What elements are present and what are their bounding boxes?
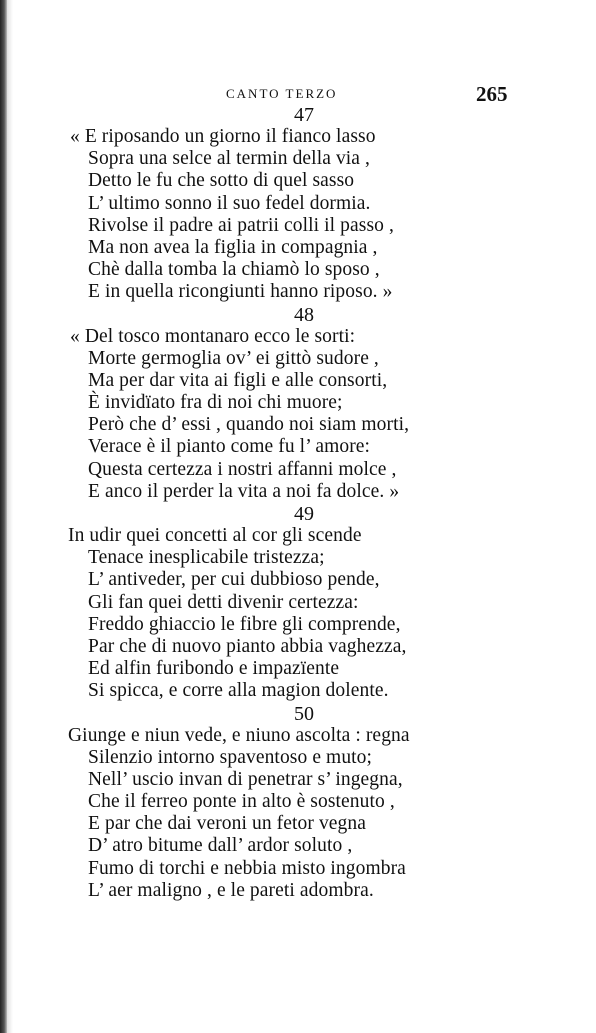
- verse-line: Gli fan quei detti divenir certezza:: [88, 591, 359, 613]
- verse-line: L’ antiveder, per cui dubbioso pende,: [88, 569, 380, 591]
- verse-line: Giunge e niun vede, e niuno ascolta : regna: [68, 724, 410, 746]
- verse-line: Verace è il pianto come fu l’ amore:: [88, 436, 371, 458]
- verse-line: Ma per dar vita ai figli e alle consorti,: [88, 369, 388, 391]
- stanza-number: 50: [294, 702, 314, 725]
- verse-line: E in quella ricongiunti hanno riposo. »: [88, 281, 393, 303]
- stanza: [0, 703, 596, 903]
- verse-line: Che il ferreo ponte in alto è sostenuto ,: [88, 791, 395, 813]
- page-number: 265: [476, 82, 508, 106]
- verse-line: E anco il perder la vita a noi fa dolce. »: [88, 480, 400, 502]
- verse-line: « Del tosco montanaro ecco le sorti:: [70, 325, 356, 347]
- verse-line: Par che di nuovo pianto abbia vaghezza,: [88, 635, 407, 657]
- verse-line: Si spicca, e corre alla magion dolente.: [88, 680, 389, 702]
- verse-line: Chè dalla tomba la chiamò lo sposo ,: [88, 259, 380, 281]
- verse-line: Morte germoglia ov’ ei gittò sudore ,: [88, 347, 379, 369]
- verse-line: E par che dai veroni un fetor vegna: [88, 813, 367, 835]
- stanza: [0, 503, 596, 703]
- verse-line: Rivolse il padre ai patrii colli il passo ,: [88, 214, 394, 236]
- verse-line: L’ aer maligno , e le pareti adombra.: [88, 879, 374, 901]
- verse-line: In udir quei concetti al cor gli scende: [68, 525, 362, 546]
- verse-line: L’ ultimo sonno il suo fedel dormia.: [88, 192, 371, 214]
- stanza-number: 48: [294, 303, 314, 326]
- verse-line: Tenace inesplicabile tristezza;: [88, 547, 325, 569]
- verse-line: « E riposando un giorno il fianco lasso: [70, 126, 376, 147]
- stanza-number: 49: [294, 503, 314, 525]
- verse-line: Freddo ghiaccio le fibre gli comprende,: [88, 613, 401, 635]
- verse-line: Sopra una selce al termin della via ,: [88, 148, 371, 170]
- verse-line: Questa certezza i nostri affanni molce ,: [88, 458, 397, 480]
- running-title: CANTO TERZO: [226, 86, 338, 101]
- verse-line: D’ atro bitume dall’ ardor soluto ,: [88, 835, 353, 857]
- verse-line: Silenzio intorno spaventoso e muto;: [88, 746, 373, 768]
- poem-text: [0, 104, 596, 902]
- stanza: [0, 104, 596, 304]
- verse-line: Fumo di torchi e nebbia misto ingombra: [88, 857, 406, 879]
- verse-line: Ma non avea la figlia in compagnia ,: [88, 236, 378, 258]
- verse-line: Detto le fu che sotto di quel sasso: [88, 170, 355, 192]
- stanza-number: 47: [294, 104, 314, 126]
- stanza: [0, 304, 596, 504]
- verse-line: Ed alfin furibondo e impazïente: [88, 658, 340, 680]
- verse-line: Nell’ uscio invan di penetrar s’ ingegna,: [88, 768, 403, 790]
- running-head: [0, 82, 596, 106]
- verse-line: Però che d’ essi , quando noi siam morti,: [88, 414, 410, 436]
- verse-line: È invidïato fra di noi chi muore;: [88, 392, 343, 414]
